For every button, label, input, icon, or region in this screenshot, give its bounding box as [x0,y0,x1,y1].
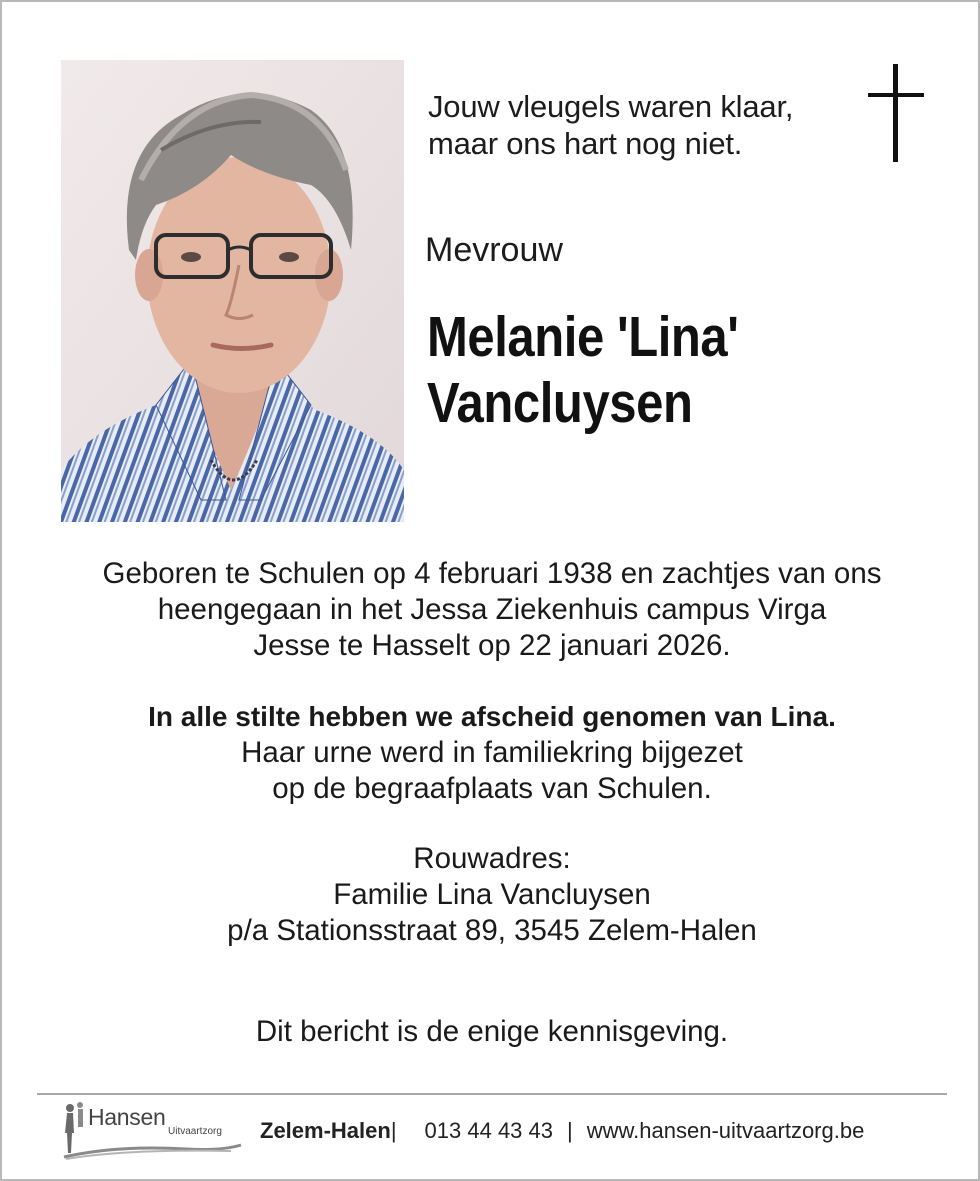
quote-line: Jouw vleugels waren klaar, [428,89,794,124]
footer-contact [260,1118,864,1144]
logo-name: Hansen [88,1104,166,1130]
address-heading: Rouwadres: [413,842,571,875]
quote-line: maar ons hart nog niet. [428,126,743,161]
logo-subtitle: Uitvaartzorg [168,1126,222,1137]
name-line: Vancluysen [427,371,693,435]
text-line: op de begraafplaats van Schulen. [272,772,712,805]
text-line: Jesse te Hasselt op 22 januari 2026. [253,629,731,662]
footer-website-link[interactable]: www.hansen-uitvaartzorg.be [586,1118,865,1143]
birth-death-paragraph [2,556,980,664]
text-line: Geboren te Schulen op 4 februari 1938 en zachtjes van ons [102,557,882,590]
notice-text: Dit bericht is de enige kennisgeving. [255,1015,729,1048]
address-line: Familie Lina Vancluysen [333,878,651,911]
cross-icon [866,64,926,162]
text-line: heengegaan in het Jessa Ziekenhuis campus Virga [157,593,827,626]
text-line: Haar urne werd in familiekring bijgezet [241,736,743,769]
mourning-address [2,841,980,949]
footer-divider [37,1093,947,1095]
portrait-photo [61,60,404,522]
footer-phone[interactable]: 013 44 43 43 [424,1118,554,1143]
deceased-name [427,304,874,436]
farewell-paragraph [2,735,980,807]
name-line: Melanie 'Lina' [427,305,739,369]
footer-separator: | [567,1118,573,1143]
footer-separator: | [390,1118,397,1143]
honorific: Mevrouw [425,231,563,269]
footer-location: Zelem-Halen [260,1118,391,1143]
memorial-quote [428,88,848,162]
address-line: p/a Stationsstraat 89, 3545 Zelem-Halen [227,914,757,947]
farewell-heading: In alle stilte hebben we afscheid genomen van Lina. [148,701,836,732]
